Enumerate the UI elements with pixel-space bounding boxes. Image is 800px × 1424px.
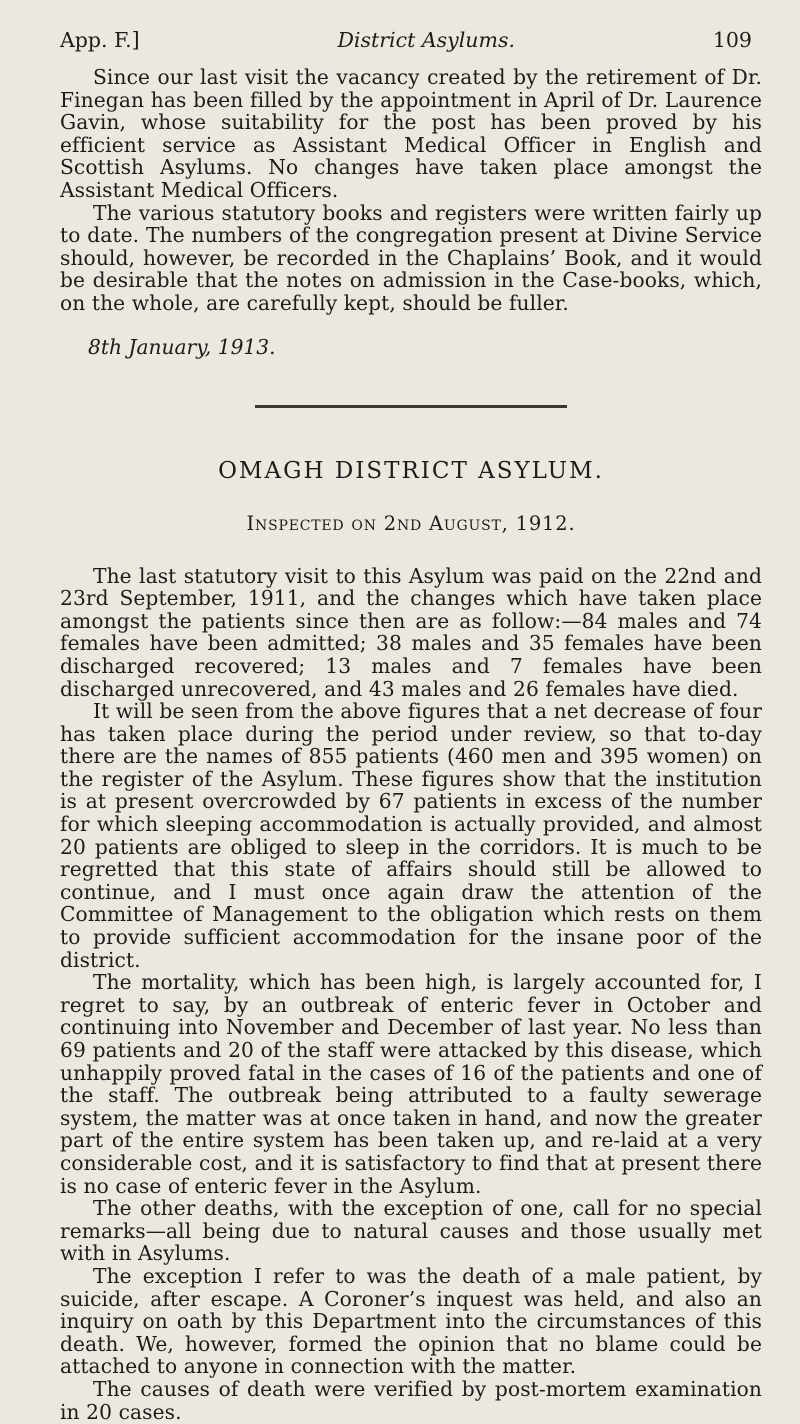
body-paragraph: The mortality, which has been high, is largely accounted for, I regret to say, by an outbreak of enteric fever in October and continuing into November and December of last year. No less than 69 patients and 20 of the staff were attacked by this disease, which unhappily proved fatal in the cases of 16 of the patients and one of the staff. The outbreak being attributed to a faulty sewerage system, the matter was at once taken in hand, and now the greater part of the entire system has been taken up, and re-laid at a very considerable cost, and it is satisfactory to find that at present there is no case of enteric fever in the Asylum.: [60, 970, 762, 1198]
section-divider: [255, 405, 567, 408]
section-subtitle: Inspected on 2nd August, 1912.: [246, 511, 576, 535]
intro-paragraph: Since our last visit the vacancy created by the retirement of Dr. Finegan has been filled by the appointment in April of Dr. Laurence Gavin, whose suitability for the post has been proved by his efficient service as Assistant Medical Officer in English and Scottish Asylums. No changes have taken place amongst the Assistant Medical Officers.: [60, 65, 762, 202]
body-paragraph: The other deaths, with the exception of one, call for no special remarks—all being due to natural causes and those usually met with in Asylums.: [60, 1196, 762, 1266]
body-paragraph: The causes of death were verified by post-mortem examination in 20 cases.: [60, 1376, 762, 1424]
appendix-label: App. F.]: [60, 28, 140, 52]
page-number: 109: [712, 28, 752, 52]
section-title: OMAGH DISTRICT ASYLUM.: [218, 457, 604, 484]
running-header: [60, 28, 762, 52]
intro-paragraph: The various statutory books and registers were written fairly up to date. The numbers of the congregation present at Divine Service should, however, be recorded in the Chaplains’ Book, and it would be desirable that the notes on admission in the Case-books, which, on the whole, are carefully kept, should be fuller.: [60, 200, 762, 315]
body-paragraph: The last statutory visit to this Asylum was paid on the 22nd and 23rd September, 1911, and the changes which have taken place amongst the patients since then are as follow:—84 males and 74 females have been admitted; 38 males and 35 females have been discharged recovered; 13 males and 7 females have been discharged unrecovered, and 43 males and 26 females have died.: [60, 563, 762, 701]
running-title: District Asylums.: [337, 28, 515, 52]
body-paragraph: The exception I refer to was the death of a male patient, by suicide, after escape. A Coroner’s inquest was held, and also an inquiry on oath by this Department into the circumstances of this death. We, however, formed the opinion that no blame could be attached to anyone in connection with the matter.: [60, 1263, 762, 1379]
date-line: 8th January, 1913.: [88, 334, 276, 359]
body-paragraph: It will be seen from the above figures that a net decrease of four has taken place during the period under review, so that to-day there are the names of 855 patients (460 men and 395 women) on the register of the Asylum. These figures show that the institution is at present overcrowded by 67 patients in excess of the number for which sleeping accommodation is actually provided, and almost 20 patients are obliged to sleep in the corridors. It is much to be regretted that this state of affairs should still be allowed to continue, and I must once again draw the attention of the Committee of Management to the obligation which rests on them to provide sufficient accommodation for the insane poor of the district.: [60, 699, 763, 972]
